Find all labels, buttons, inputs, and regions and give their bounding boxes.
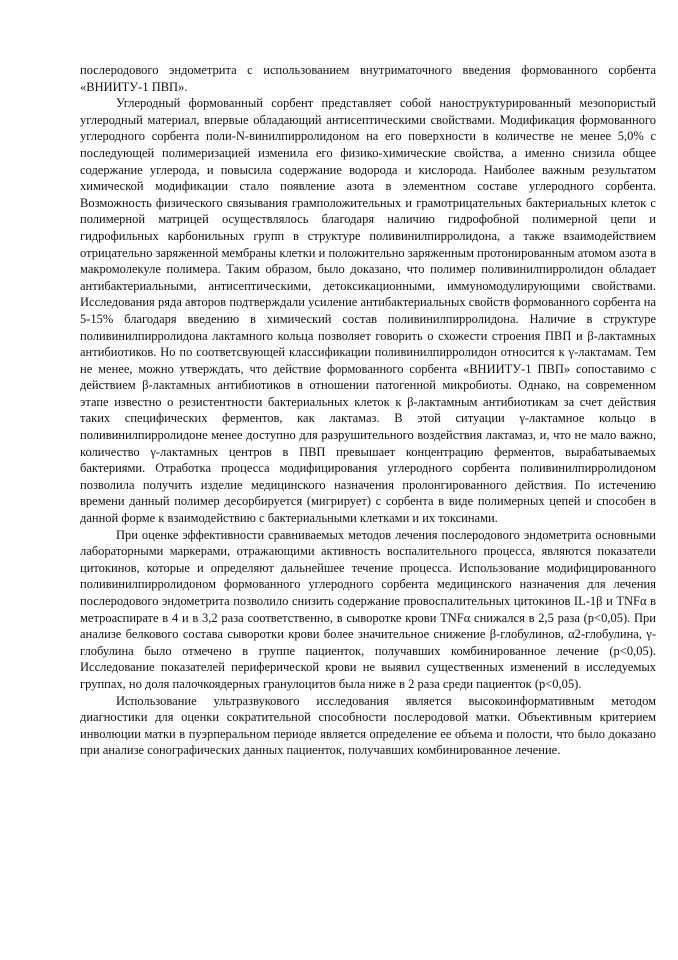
paragraph-cytokines: При оценке эффективности сравниваемых методов лечения послеродового эндометрита основными лабораторными маркерами, отражающими активность воспалительного процесса, являются показатели цитокинов, которые и определяют дальнейшее течение процесса. Использование модифицированного поливинилпирролидоном формованного углеродного сорбента медицинского назначения для лечения послеродового эндометрита позволило снизить содержание провоспалительных цитокинов IL-1β и TNFα в метроаспирате в 4 и в 3,2 раза соответственно, в сыворотке крови TNFα снижался в 2,5 раза (p<0,05). При анализе белкового состава сыворотки крови более значительное снижение β-глобулинов, α2-глобулина, γ-глобулина было отмечено в группе пациенток, получавших комбинированное лечение (p<0,05). Исследование показателей периферической крови не выявил существенных изменений в исследуемых группах, но доля палочкоядерных гранулоцитов была ниже в 2 раза среди пациенток (p<0,05). xyxy=(80,527,656,691)
paragraph-continuation: послеродового эндометрита с использованием внутриматочного введения формованного сорбента «ВНИИТУ-1 ПВП». xyxy=(80,63,656,94)
paragraph-sorbent-properties: Углеродный формованный сорбент представляет собой наноструктурированный мезопористый углеродный материал, впервые обладающий антисептическими свойствами. Модификация формованного углеродного сорбента поли-N-винилпирролидоном на его поверхности в количестве не менее 5,0% с последующей полимеризацией изменила его физико-химические свойства, а именно снизила общее содержание углерода, и повысила содержание водорода и кислорода. Наиболее важным результатом химической модификации стало появление азота в элементном составе углеродного сорбента. Возможность физического связывания грамположительных и грамотрицательных бактериальных клеток с полимерной матрицей осуществлялось благодаря наличию гидрофобной полимерной цепи и гидрофильных карбонильных групп в структуре поливинилпирролидона, а также взаимодействием отрицательно заряженной мембраны клетки и положительно заряженным протонированным атомом азота в макромолекуле полимера. Таким образом, было доказано, что полимер поливинилпирролидон обладает антибактериальными, антисептическими, детоксикационными, иммуномодулирующими свойствами. Исследования ряда авторов подтверждали усиление антибактериальных свойств формованного сорбента на 5-15% благодаря введению в химический состав поливинилпирролидона. Наличие в структуре поливинилпирролидона лактамного кольца позволяет говорить о схожести строения ПВП и β-лактамных антибиотиков. Но по соответсвующей классификации поливинилпирролидон относится к γ-лактамам. Тем не менее, можно утверждать, что действие формованного сорбента «ВНИИТУ-1 ПВП» сопоставимо с действием β-лактамных антибиотиков в отношении патогенной микробиоты. Однако, на современном этапе известно о резистентности бактериальных клеток к β-лактамным антибиотикам за счет действия таких специфических ферментов, как лактамаз. В этой ситуации γ-лактамное кольцо в поливинилпирролидоне менее доступно для разрушительного воздействия лактамаз, и, что не мало важно, количество γ-лактамных центров в ПВП превышает концентрацию ферментов, вырабатываемых бактериями. Отработка процесса модифицирования углеродного сорбента поливинилпирролидоном позволила получить изделие медицинского назначения пролонгированного действия. По истечению времени данный полимер десорбируется (мигрирует) с сорбента в виде полимерных цепей и способен в данной форме к взаимодействию с бактериальными клетками и их токсинами. xyxy=(80,96,656,526)
document-page xyxy=(80,62,656,759)
paragraph-ultrasound: Использование ультразвукового исследования является высокоинформативным методом диагностики для оценки сократительной способности послеродовой матки. Объективным критерием инволюции матки в пуэрперальном периоде является определение ее объема и полости, что было доказано при анализе сонографических данных пациенток, получавших комбинированное лечение. xyxy=(80,693,656,758)
